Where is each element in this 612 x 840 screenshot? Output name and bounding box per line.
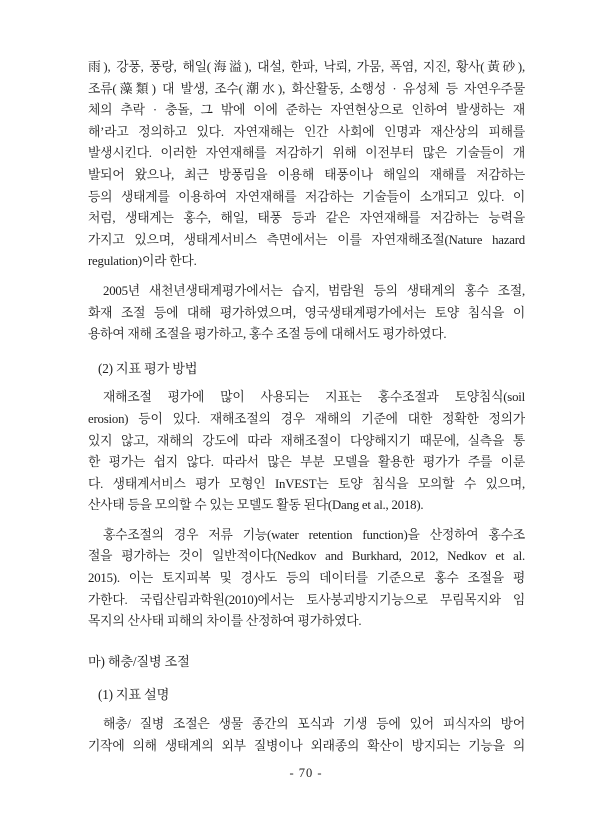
text-line: regulation)이라 한다. — [88, 254, 197, 269]
text-line: erosion) 등이 있다. 재해조절의 경우 재해의 기준에 대한 정확한 정의가 — [88, 411, 525, 426]
text-line: 목지의 산사태 피해의 차이를 산정하여 평가하였다. — [88, 614, 362, 629]
paragraph — [88, 57, 525, 273]
text-line: 가한다. 국립산림과학원(2010)에서는 토사붕괴방지기능으로 무림목지와 임 — [88, 592, 525, 607]
text-line: 발생시킨다. 이러한 자연재해를 저감하기 위해 이전부터 많은 기술들이 개 — [88, 146, 525, 161]
paragraph — [88, 714, 525, 757]
paragraph — [88, 387, 525, 517]
text-line: 발되어 왔으나, 최근 방풍림을 이용해 태풍이나 해일의 재해를 저감하는 — [88, 167, 525, 182]
section-heading: 마) 해충/질병 조절 — [88, 653, 190, 669]
text-line: 한 평가는 쉽지 않다. 따라서 많은 부분 모델을 활용한 평가가 주를 이룬 — [88, 455, 525, 470]
section-heading: (1) 지표 설명 — [98, 687, 170, 703]
text-line: 2005년 새천년생태계평가에서는 습지, 범람원 등의 생태계의 홍수 조절, — [103, 283, 525, 298]
text-line: 홍수조절의 경우 저류 기능(water retention function)을 산정하여 홍수조 — [103, 527, 525, 542]
document-body — [88, 57, 525, 757]
text-line: 다. 생태계서비스 평가 모형인 InVEST는 토양 침식을 모의할 수 있으며, — [88, 476, 525, 491]
text-line: 산사태 등을 모의할 수 있는 모델도 활동 된다(Dang et al., 2018). — [88, 498, 424, 513]
text-line: 체의 추락 · 충돌, 그 밖에 이에 준하는 자연현상으로 인하여 발생하는 재 — [88, 103, 525, 118]
text-line: 처럼, 생태계는 홍수, 해일, 태풍 등과 같은 자연재해를 저감하는 능력을 — [88, 211, 525, 226]
paragraph — [88, 525, 525, 633]
text-line: 용하여 재해 조절을 평가하고, 홍수 조절 등에 대해서도 평가하였다. — [88, 327, 447, 342]
text-line: 해’라고 정의하고 있다. 자연재해는 인간 사회에 인명과 재산상의 피해를 — [88, 124, 525, 139]
section-heading: (2) 지표 평가 방법 — [98, 360, 198, 376]
text-line: 가지고 있으며, 생태계서비스 측면에서는 이를 자연재해조절(Nature hazard — [88, 232, 525, 247]
text-line: 재해조절 평가에 많이 사용되는 지표는 홍수조절과 토양침식(soil — [103, 390, 525, 405]
paragraph — [88, 281, 525, 346]
text-line: 2015). 이는 토지피복 및 경사도 등의 데이터를 기준으로 홍수 조절을 평 — [88, 571, 525, 586]
text-line: 기작에 의해 생태계의 외부 질병이나 외래종의 확산이 방지되는 기능을 의 — [88, 738, 525, 753]
text-line: 절을 평가하는 것이 일반적이다(Nedkov and Burkhard, 2012, Nedkov et al. — [88, 549, 525, 564]
text-line: 해충/ 질병 조절은 생물 종간의 포식과 기생 등에 있어 피식자의 방어 — [103, 717, 525, 732]
text-line: 화재 조절 등에 대해 평가하였으며, 영국생태계평가에서는 토양 침식을 이 — [88, 305, 525, 320]
text-line: 雨), 강풍, 풍랑, 해일(海溢), 대설, 한파, 낙뢰, 가뭄, 폭염, 지진, 황사(黃砂), — [88, 60, 525, 74]
text-line: 등의 생태계를 이용하여 자연재해를 저감하는 기술들이 소개되고 있다. 이 — [88, 189, 525, 204]
page-number: - 70 - — [289, 766, 323, 780]
text-line: 조류(藻類) 대 발생, 조수(潮水), 화산활동, 소행성 · 유성체 등 자연우주물 — [88, 81, 525, 96]
page-footer — [0, 766, 612, 781]
text-line: 있지 않고, 재해의 강도에 따라 재해조절이 다양해지기 때문에, 실측을 통 — [88, 433, 525, 448]
